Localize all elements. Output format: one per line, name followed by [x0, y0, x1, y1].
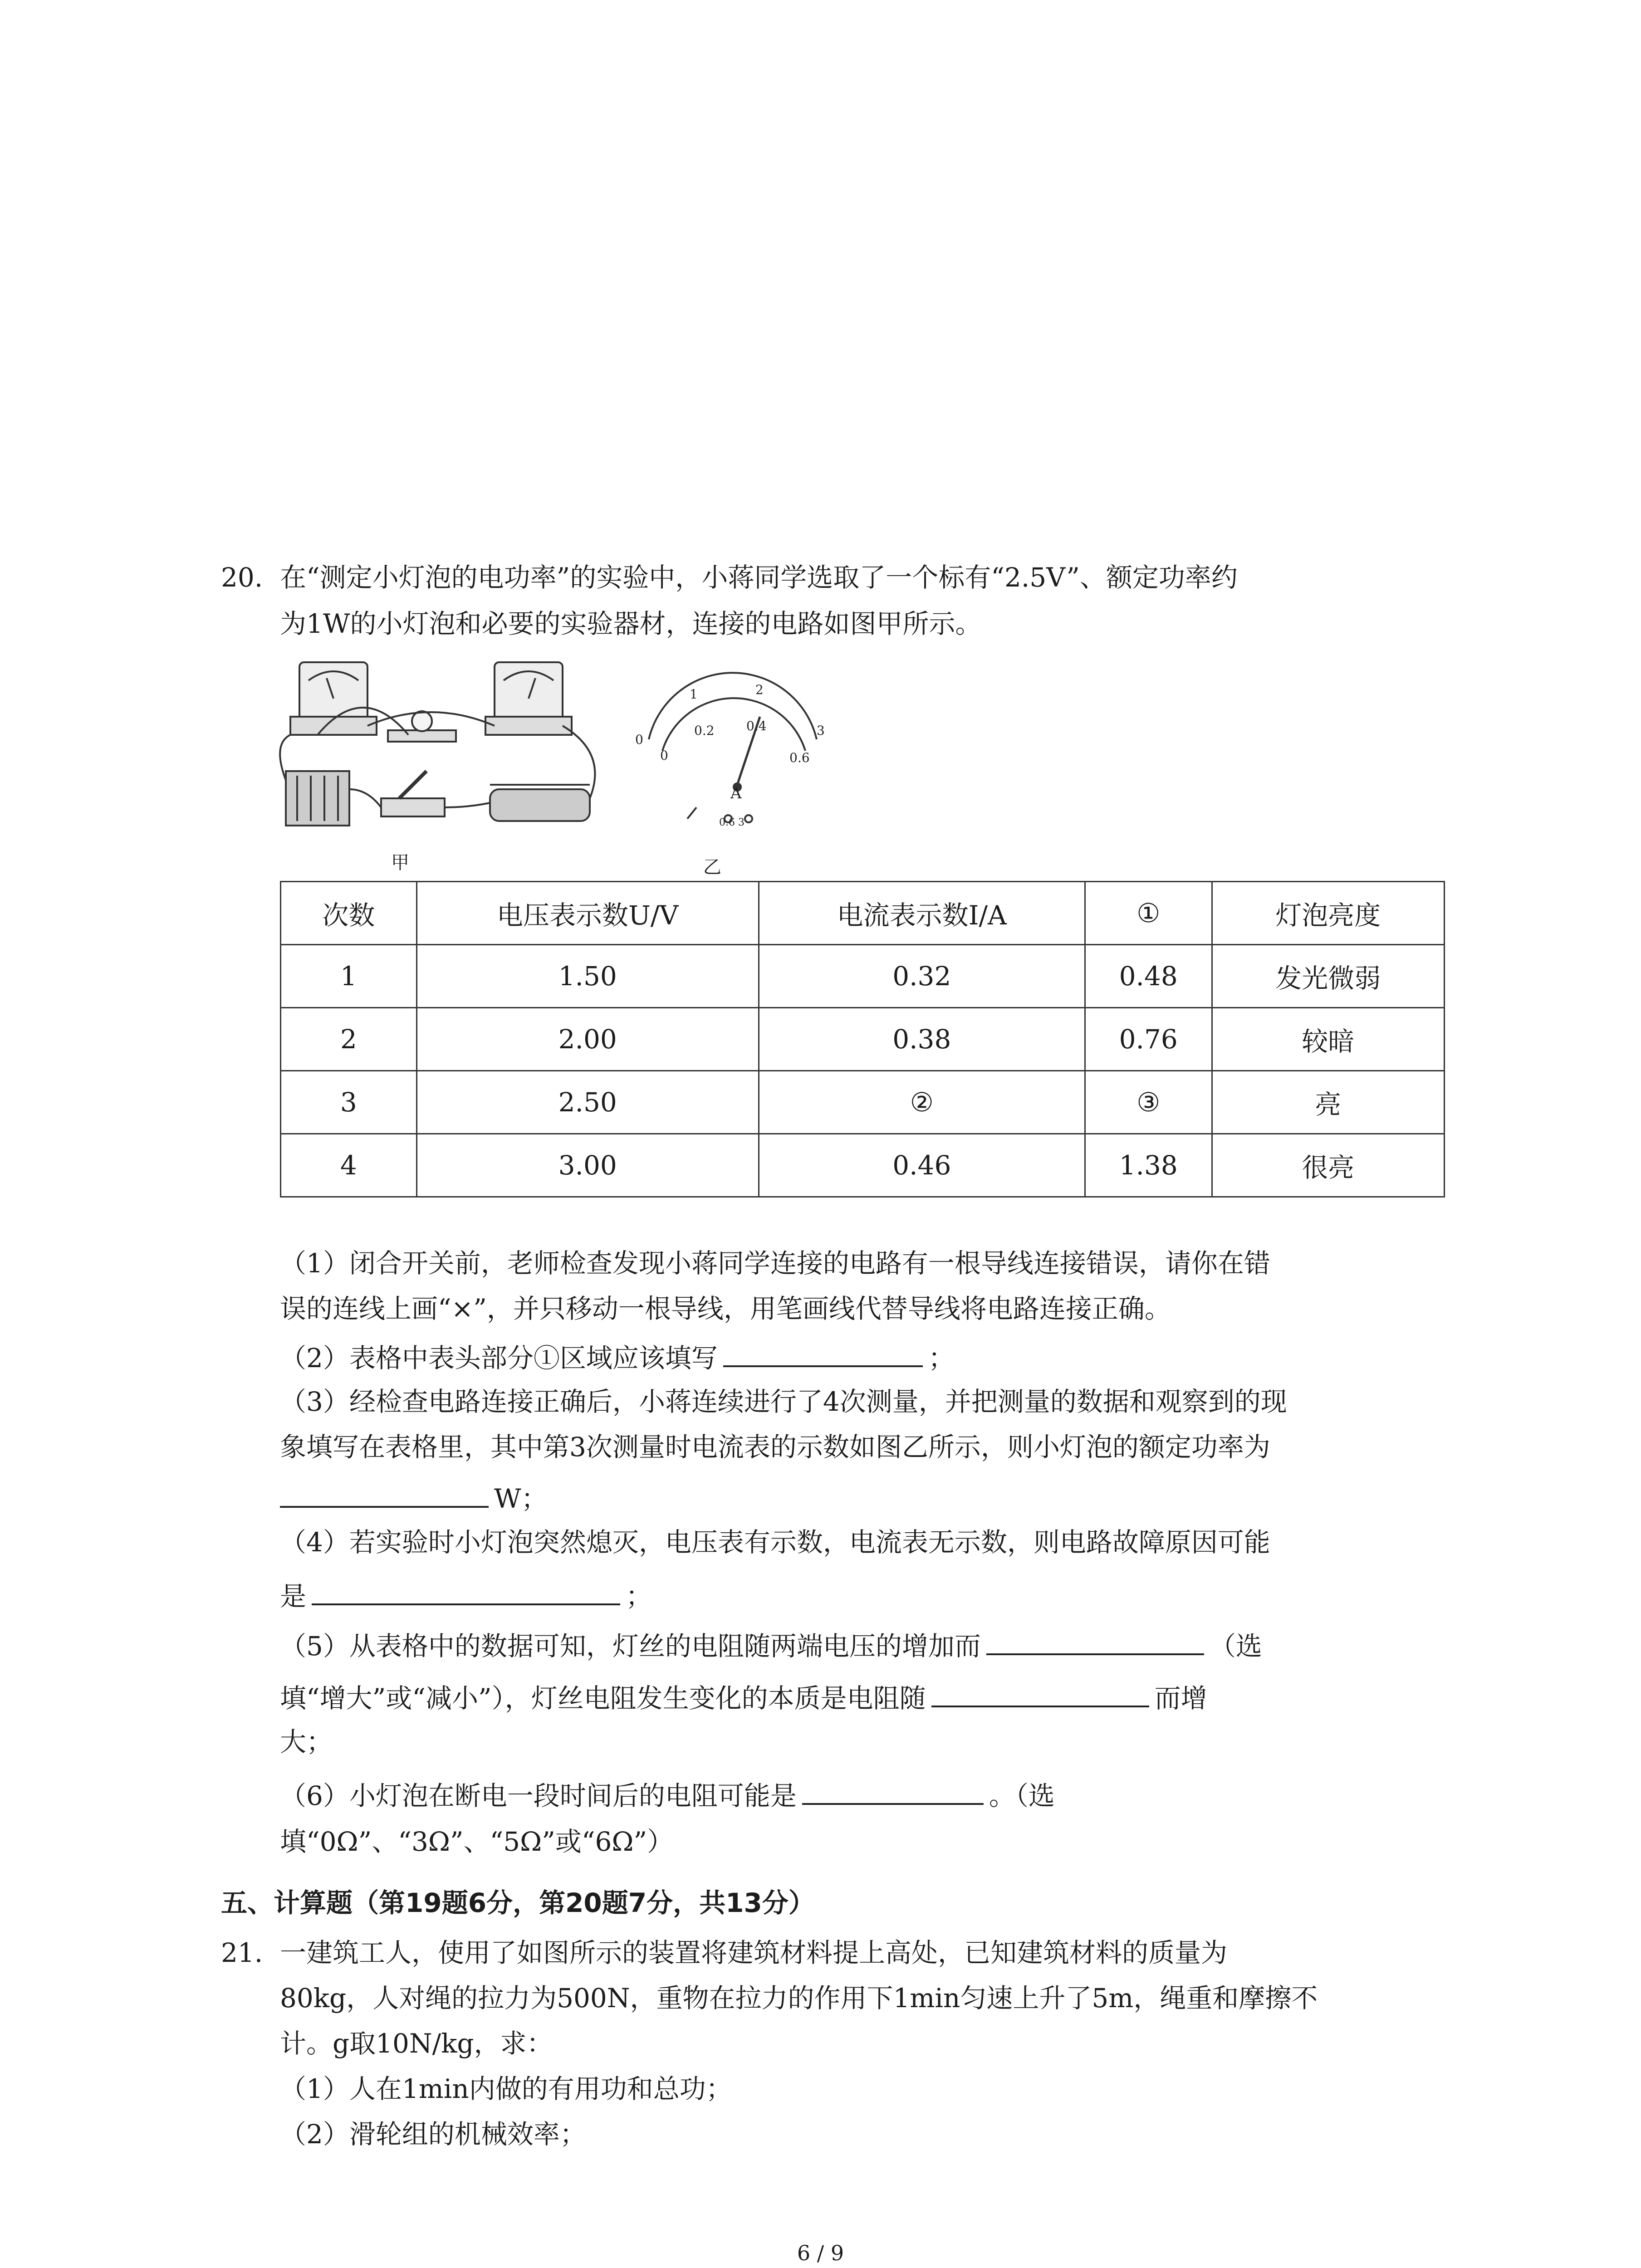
table-row	[281, 1134, 1445, 1197]
q20-sub4-text: 是	[280, 1581, 307, 1612]
q20-sub5-end-a: （选	[1209, 1631, 1262, 1662]
q20-sub6-line-b: 填“0Ω”、“3Ω”、“5Ω”或“6Ω”）	[280, 1826, 674, 1857]
rheostat-icon	[490, 785, 590, 821]
question-21-line-2: 80kg，人对绳的拉力为500N，重物在拉力的作用下1min匀速上升了5m，绳重和摩擦不	[280, 1983, 1318, 2014]
q20-sub1-line-b: 误的连线上画“×”，并只移动一根导线，用笔画线代替导线将电路连接正确。	[280, 1293, 1171, 1324]
q20-sub3-line-b: 象填写在表格里，其中第3次测量时电流表的示数如图乙所示，则小灯泡的额定功率为	[280, 1432, 1270, 1462]
table-cell: 2	[281, 1008, 417, 1071]
question-21-number: 21.	[221, 1937, 263, 1968]
table-cell: 亮	[1212, 1071, 1444, 1134]
table-header-cell: 电压表示数U/V	[416, 882, 759, 945]
q20-sub3-line-a: （3）经检查电路连接正确后，小蒋连续进行了4次测量，并把测量的数据和观察到的现	[280, 1386, 1287, 1417]
q20-sub6-end-a: 。（选	[989, 1780, 1055, 1811]
table-cell: 4	[281, 1134, 417, 1197]
table-cell: 1	[281, 945, 417, 1008]
dial-scale-0-2: 0.2	[694, 723, 715, 738]
table-cell: 0.32	[759, 945, 1085, 1008]
dial-unit: A	[730, 784, 742, 802]
question-21-sub-1: （1）人在1min内做的有用功和总功；	[280, 2073, 732, 2104]
dial-scale-2: 2	[755, 682, 764, 697]
q20-sub5-line-b	[280, 1678, 1207, 1716]
answer-blank-5a[interactable]	[986, 1626, 1204, 1655]
table-cell: 1.50	[416, 945, 759, 1008]
table-cell: ③	[1085, 1071, 1212, 1134]
table-cell: ②	[759, 1071, 1085, 1134]
figure-yi-caption: 乙	[703, 857, 721, 878]
section-5-title: 五、计算题（第19题6分，第20题7分，共13分）	[221, 1887, 815, 1918]
q20-sub5-line-c: 大；	[280, 1726, 333, 1757]
question-20-number: 20.	[221, 562, 263, 593]
table-cell: 3	[281, 1071, 417, 1134]
table-cell: 3.00	[416, 1134, 759, 1197]
ammeter-icon	[485, 662, 572, 735]
switch-icon	[381, 771, 445, 816]
q20-sub2-end: ；	[928, 1343, 955, 1374]
q20-sub1-line-a: （1）闭合开关前，老师检查发现小蒋同学连接的电路有一根导线连接错误，请你在错	[280, 1248, 1270, 1279]
table-header-cell: 灯泡亮度	[1212, 882, 1444, 945]
measurement-table	[280, 881, 1445, 1198]
table-header-cell: 次数	[281, 882, 417, 945]
table-cell: 较暗	[1212, 1008, 1444, 1071]
dial-scale-0: 0	[660, 748, 668, 763]
table-cell: 很亮	[1212, 1134, 1444, 1197]
dial-zero-top: 0	[635, 732, 643, 747]
table-cell: 1.38	[1085, 1134, 1212, 1197]
table-header-cell: ①	[1085, 882, 1212, 945]
q20-sub3-unit: W；	[494, 1483, 548, 1514]
q20-sub2	[280, 1338, 955, 1376]
table-cell: 0.48	[1085, 945, 1212, 1008]
table-cell: 发光微弱	[1212, 945, 1444, 1008]
q20-sub6-line-a	[280, 1776, 1055, 1814]
question-21-sub-2: （2）滑轮组的机械效率；	[280, 2119, 586, 2150]
q20-sub2-text: （2）表格中表头部分①区域应该填写	[280, 1343, 718, 1374]
q20-sub5-line-a	[280, 1626, 1262, 1664]
q20-sub4-end: ；	[626, 1581, 652, 1612]
dial-scale-1: 1	[690, 687, 698, 702]
table-header-row	[281, 882, 1445, 945]
voltmeter-icon	[290, 662, 377, 735]
q20-sub6-text-a: （6）小灯泡在断电一段时间后的电阻可能是	[280, 1780, 797, 1811]
circuit-diagram-figure	[272, 653, 617, 844]
question-21-line-3: 计。g取10N/kg，求：	[280, 2028, 553, 2059]
table-row	[281, 1071, 1445, 1134]
answer-blank-3[interactable]	[280, 1479, 489, 1508]
answer-blank-5b[interactable]	[931, 1678, 1149, 1707]
answer-blank-2[interactable]	[723, 1338, 923, 1367]
table-cell: 2.50	[416, 1071, 759, 1134]
answer-blank-6[interactable]	[802, 1776, 984, 1805]
table-header-cell: 电流表示数I/A	[759, 882, 1085, 945]
table-cell: 0.46	[759, 1134, 1085, 1197]
q20-sub5-text-b: 填“增大”或“减小”），灯丝电阻发生变化的本质是电阻随	[280, 1683, 926, 1714]
table-row	[281, 945, 1445, 1008]
page-number: 6 / 9	[797, 2241, 844, 2265]
dial-scale-0-4: 0.4	[746, 719, 767, 733]
dial-scale-3: 3	[817, 723, 825, 738]
answer-blank-4[interactable]	[312, 1576, 620, 1605]
question-21-line-1: 一建筑工人，使用了如图所示的装置将建筑材料提上高处，已知建筑材料的质量为	[280, 1937, 1228, 1968]
q20-sub3-line-c	[274, 1479, 548, 1517]
dial-scale-0-6: 0.6	[789, 750, 810, 765]
battery-icon	[286, 771, 349, 826]
q20-sub5-end-b: 而增	[1154, 1683, 1207, 1714]
q20-sub4-line-b	[280, 1576, 652, 1614]
ammeter-dial-figure	[626, 667, 835, 839]
table-cell: 2.00	[416, 1008, 759, 1071]
table-row	[281, 1008, 1445, 1071]
dial-terminals: 0.6 3	[719, 817, 745, 828]
question-20-line-2: 为1W的小灯泡和必要的实验器材，连接的电路如图甲所示。	[280, 608, 982, 639]
figure-jia-caption: 甲	[391, 852, 409, 873]
table-cell: 0.76	[1085, 1008, 1212, 1071]
q20-sub4-line-a: （4）若实验时小灯泡突然熄灭，电压表有示数，电流表无示数，则电路故障原因可能	[280, 1527, 1270, 1558]
question-20-line-1: 在“测定小灯泡的电功率”的实验中，小蒋同学选取了一个标有“2.5V”、额定功率约	[280, 562, 1238, 593]
table-cell: 0.38	[759, 1008, 1085, 1071]
q20-sub5-text-a: （5）从表格中的数据可知，灯丝的电阻随两端电压的增加而	[280, 1631, 981, 1662]
